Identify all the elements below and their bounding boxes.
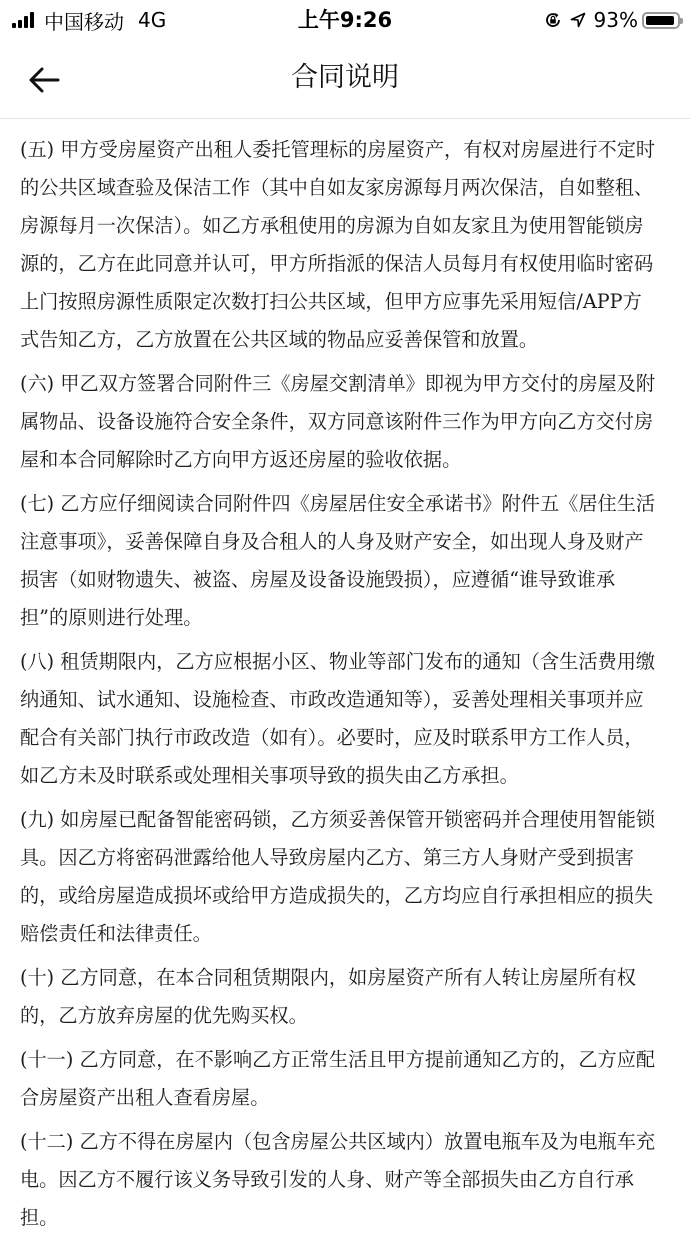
clause-line: 房源每月一次保洁）。如乙方承租使用的房源为自如友家且为使用智能锁房 (20, 214, 644, 237)
clause-line: 的，或给房屋造成损坏或给甲方造成损失的，乙方均应自行承担相应的损失 (20, 884, 654, 907)
clause-11 (20, 1041, 680, 1117)
clause-line: 源的，乙方在此同意并认可，甲方所指派的保洁人员每月有权使用临时密码 (20, 252, 654, 275)
page-title: 合同说明 (291, 62, 399, 93)
status-time: 上午9:26 (297, 8, 393, 32)
clause-line: 纳通知、试水通知、设施检查、市政改造通知等），妥善处理相关事项并应 (20, 688, 644, 711)
clause-8 (20, 643, 680, 795)
clause-12 (20, 1123, 680, 1237)
clause-line: (十) 乙方同意，在本合同租赁期限内，如房屋资产所有人转让房屋所有权 (20, 966, 636, 989)
clause-line: 担”的原则进行处理。 (20, 606, 203, 629)
clause-line: (八) 租赁期限内，乙方应根据小区、物业等部门发布的通知（含生活费用缴 (20, 650, 656, 673)
clause-line: (七) 乙方应仔细阅读合同附件四《房屋居住安全承诺书》附件五《居住生活 (20, 492, 656, 515)
clause-9 (20, 801, 680, 953)
clause-line: 屋和本合同解除时乙方向甲方返还房屋的验收依据。 (20, 448, 462, 471)
clause-line: 配合有关部门执行市政改造（如有）。必要时，应及时联系甲方工作人员， (20, 726, 644, 749)
clause-line: (十二) 乙方不得在房屋内（包含房屋公共区域内）放置电瓶车及为电瓶车充 (20, 1130, 656, 1153)
clause-line: (五) 甲方受房屋资产出租人委托管理标的房屋资产，有权对房屋进行不定时 (20, 138, 656, 161)
contract-content[interactable] (20, 131, 680, 1243)
clause-line: 属物品、设备设施符合安全条件，双方同意该附件三作为甲方向乙方交付房 (20, 410, 654, 433)
network-type: 4G (138, 8, 167, 32)
navigation-bar (0, 40, 690, 119)
clause-line: 上门按照房源性质限定次数打扫公共区域，但甲方应事先采用短信/APP方 (20, 290, 642, 313)
battery-percent: 93% (593, 8, 638, 32)
battery-icon (642, 12, 680, 29)
clause-line: 赔偿责任和法律责任。 (20, 922, 212, 945)
clause-line: 具。因乙方将密码泄露给他人导致房屋内乙方、第三方人身财产受到损害 (20, 846, 634, 869)
orientation-lock-icon (544, 11, 562, 29)
clause-line: 合房屋资产出租人查看房屋。 (20, 1086, 270, 1109)
clause-6 (20, 365, 680, 479)
clause-line: 注意事项》，妥善保障自身及合租人的人身及财产安全，如出现人身及财产 (20, 530, 644, 553)
clause-line: 的，乙方放弃房屋的优先购买权。 (20, 1004, 308, 1027)
clause-line: 的公共区域查验及保洁工作（其中自如友家房源每月两次保洁，自如整租、 (20, 176, 654, 199)
battery-level (646, 16, 674, 25)
clause-5 (20, 131, 680, 359)
clause-line: 如乙方未及时联系或处理相关事项导致的损失由乙方承担。 (20, 764, 519, 787)
status-bar (0, 0, 690, 40)
clause-line: 损害（如财物遗失、被盗、房屋及设备设施毁损），应遵循“谁导致谁承 (20, 568, 616, 591)
status-bar-right (544, 6, 680, 34)
clause-line: 式告知乙方，乙方放置在公共区域的物品应妥善保管和放置。 (20, 328, 539, 351)
location-arrow-icon (570, 12, 586, 28)
clause-line: 电。因乙方不履行该义务导致引发的人身、财产等全部损失由乙方自行承 (20, 1168, 634, 1191)
carrier-name: 中国移动 (44, 9, 124, 34)
clause-line: (六) 甲乙双方签署合同附件三《房屋交割清单》即视为甲方交付的房屋及附 (20, 372, 656, 395)
clause-10 (20, 959, 680, 1035)
clause-7 (20, 485, 680, 637)
clause-line: 担。 (20, 1206, 59, 1229)
clause-line: (九) 如房屋已配备智能密码锁，乙方须妥善保管开锁密码并合理使用智能锁 (20, 808, 656, 831)
clause-line: (十一) 乙方同意，在不影响乙方正常生活且甲方提前通知乙方的，乙方应配 (20, 1048, 656, 1071)
